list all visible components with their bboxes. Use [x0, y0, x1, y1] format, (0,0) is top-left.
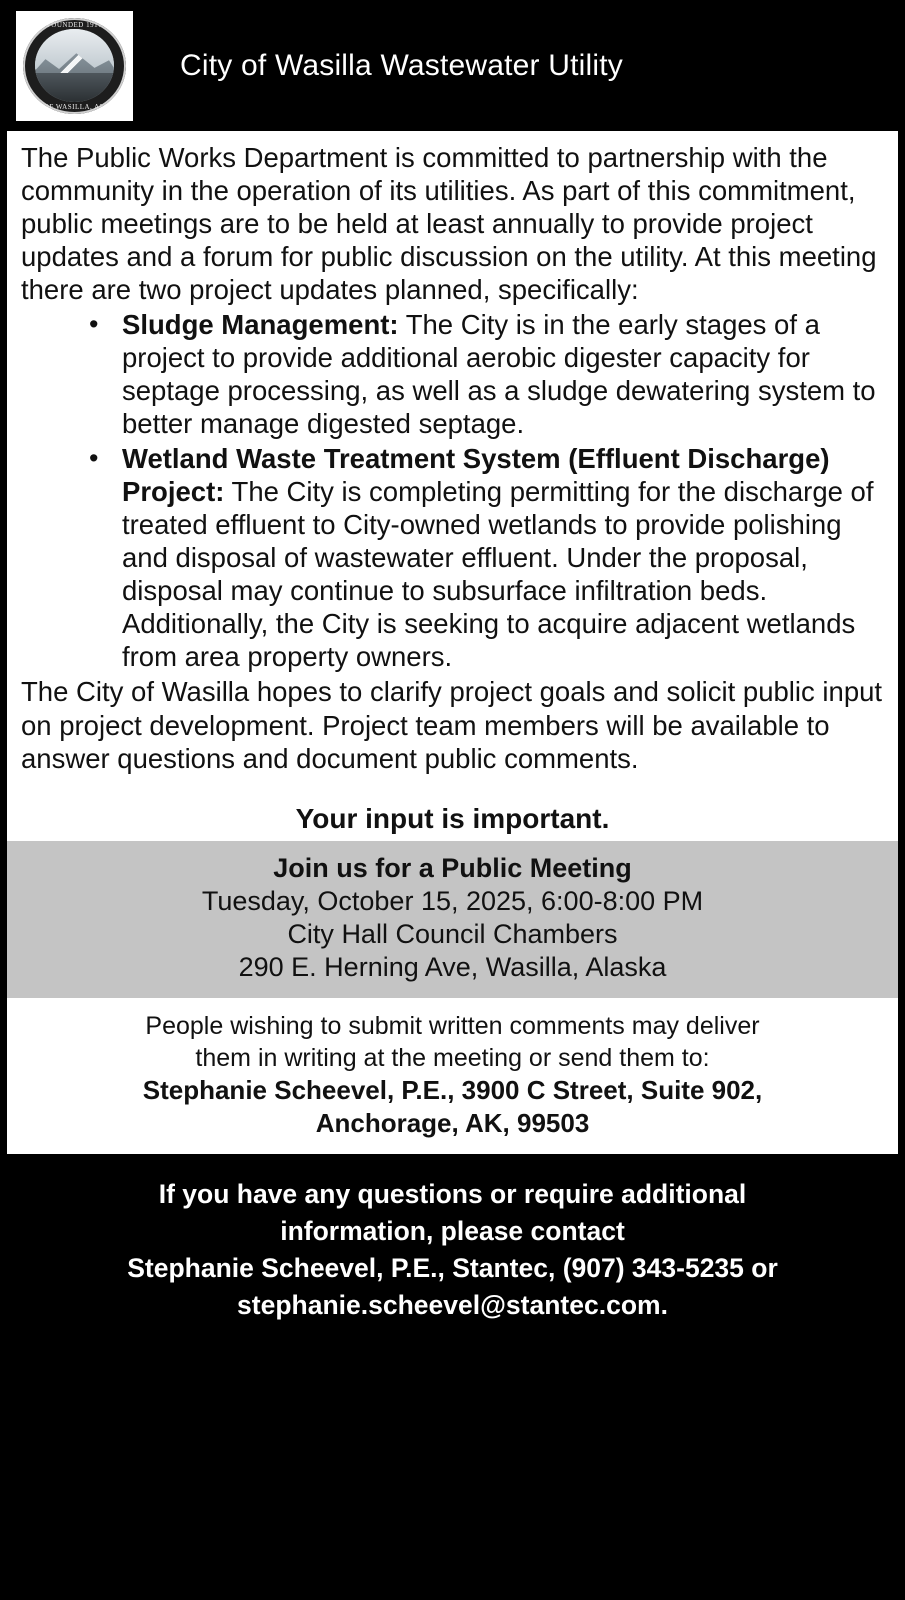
footer-line-1: If you have any questions or require additional: [158, 1179, 747, 1209]
comments-recipient-line-2: Anchorage, AK, 99503: [315, 1108, 590, 1138]
meeting-venue: City Hall Council Chambers: [287, 919, 618, 949]
comments-section: [7, 998, 898, 1154]
meeting-datetime: Tuesday, October 15, 2025, 6:00-8:00 PM: [201, 886, 704, 916]
meeting-section: [7, 841, 898, 998]
emphasis-text: Your input is important.: [295, 803, 610, 834]
closing-paragraph: The City of Wasilla hopes to clarify project goals and solicit public input on project development. Project team members will be available to answer questions and document public comments.: [21, 676, 883, 774]
comments-recipient-line-1: Stephanie Scheevel, P.E., 3900 C Street, Suite 902,: [142, 1075, 763, 1105]
page-title: City of Wasilla Wastewater Utility: [180, 48, 623, 82]
footer-line-2: information, please contact: [280, 1216, 625, 1246]
bullet-text: The City is in the early stages of a project to provide additional aerobic digester capacity for septage processing, as well as a sludge dewatering system to better manage digested septage.: [122, 309, 876, 439]
comments-line-1: People wishing to submit written comments may deliver: [145, 1012, 760, 1040]
footer-section: [0, 1154, 905, 1324]
bullet-label: Sludge Management:: [122, 309, 399, 340]
seal-bottom-text: CITY OF WASILLA, ALASKA: [23, 102, 126, 111]
header: [0, 0, 905, 131]
body-section: [7, 131, 898, 841]
footer-line-3: Stephanie Scheevel, P.E., Stantec, (907) 343-5235 or: [127, 1253, 778, 1283]
footer-line-4: stephanie.scheevel@stantec.com.: [237, 1290, 668, 1320]
meeting-title: Join us for a Public Meeting: [273, 853, 632, 883]
project-updates-list: [21, 308, 884, 673]
list-item: [21, 442, 884, 673]
comments-line-2: them in writing at the meeting or send them to:: [195, 1044, 710, 1072]
list-item: [21, 308, 884, 440]
meeting-address: 290 E. Herning Ave, Wasilla, Alaska: [238, 952, 667, 982]
intro-paragraph: The Public Works Department is committed to partnership with the community in the operation of its utilities. As part of this commitment, public meetings are to be held at least annually to provide project updates and a forum for public discussion on the utility. At this meeting there are two project updates planned, specifically:: [21, 142, 877, 305]
city-seal-icon: [16, 11, 133, 121]
seal-top-text: FOUNDED 1917: [46, 20, 103, 29]
bullet-text: The City is completing permitting for the discharge of treated effluent to City-owned wetlands to provide polishing and disposal of wastewater effluent. Under the proposal, disposal may continue to subsurface infiltration beds. Additionally, the City is seeking to acquire adjacent wetlands from area property owners.: [122, 476, 874, 672]
bullet-label: Wetland Waste Treatment System (Effluent Discharge) Project:: [122, 443, 830, 507]
